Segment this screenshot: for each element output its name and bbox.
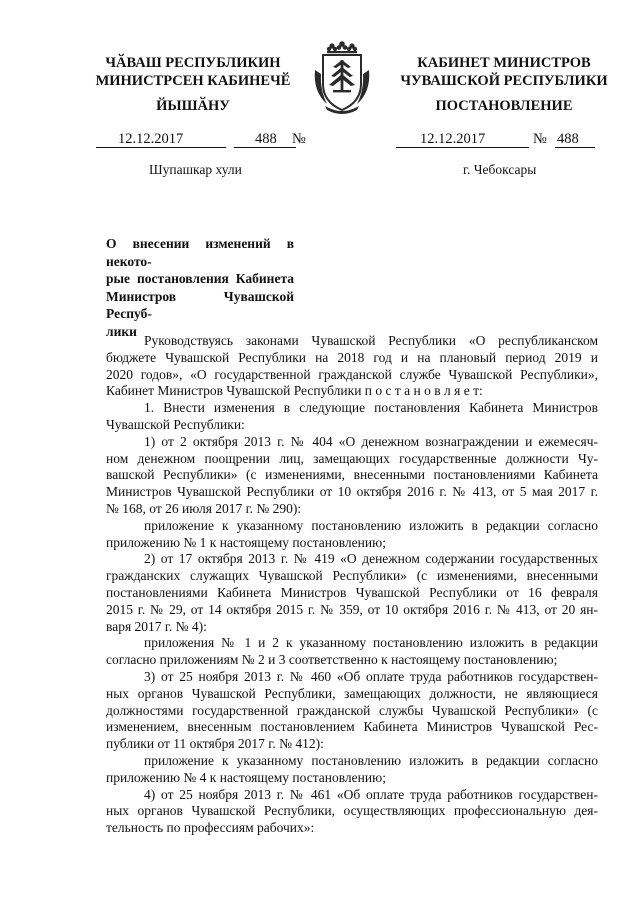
body-line: 2020 годов», «О государственной гражданской службе Чувашской Республики», (106, 366, 598, 382)
requisites-left (96, 131, 311, 147)
body-line: 3) от 25 ноября 2013 г. № 460 «Об оплате труда работников государствен- (144, 668, 598, 684)
body-line: вашской Республики» (с изменениями, внесенными постановлениями Кабинета (106, 467, 598, 483)
place-left: Шупашкар хули (149, 162, 242, 177)
place-right: г. Чебоксары (463, 162, 537, 177)
right-number-underline (555, 147, 595, 148)
body-line: 2) от 17 октября 2013 г. № 419 «О денежном содержании государственных (144, 551, 598, 567)
title-line: О внесении изменений в некото- (106, 236, 294, 269)
body-line: Министров Чувашской Республики от 10 октября 2016 г. № 413, от 5 мая 2017 г. (106, 484, 598, 500)
body-line: 1. Внести изменения в следующие постановления Кабинета Министров (144, 400, 598, 416)
body-line: постановлениями Кабинета Министров Чувашской Республики от 16 февраля (106, 584, 598, 600)
left-number: 488 (255, 131, 277, 147)
header-left-chuvash (86, 54, 300, 90)
title-line: лики (106, 323, 137, 339)
left-date: 12.12.2017 (118, 131, 184, 147)
left-number-sign: № (292, 131, 306, 147)
document-title (106, 235, 294, 340)
header-right-russian (384, 54, 624, 90)
left-number-underline (234, 147, 296, 148)
title-line: Министров Чувашской Респуб- (106, 288, 294, 321)
body-line: варя 2017 г. № 4): (106, 618, 207, 634)
body-line: согласно приложениям № 2 и 3 соответственно к настоящему постановлению; (106, 652, 558, 668)
right-date-underline (396, 147, 529, 148)
body-line: Кабинет Министров Чувашской Республики п о с т а н о в л я е т: (106, 383, 483, 399)
header-right-line2: ЧУВАШСКОЙ РЕСПУБЛИКИ (400, 73, 608, 89)
doctype-left: ЙЫШӐНУ (156, 98, 230, 114)
body-line: гражданских служащих Чувашской Республики» (с изменениями, внесенными (106, 568, 598, 584)
doctype-right: ПОСТАНОВЛЕНИЕ (435, 98, 573, 114)
right-number: 488 (557, 131, 579, 147)
left-date-underline (96, 147, 226, 148)
coat-of-arms-emblem (311, 40, 373, 116)
body-line: изменением, внесенным постановлением Кабинета Министров Чувашской Рес- (106, 719, 598, 735)
body-line: ных органов Чувашской Республики, осуществляющих профессиональную дея- (106, 803, 598, 819)
body-line: приложения № 1 и 2 к указанному постановлению изложить в редакции (144, 635, 598, 651)
header-right-line1: КАБИНЕТ МИНИСТРОВ (417, 55, 591, 71)
body-line: ных органов Чувашской Республики, замещающих должности, не являющиеся (106, 685, 598, 701)
right-number-sign: № (533, 131, 547, 147)
body-line: 2015 г. № 29, от 14 октября 2015 г. № 359, от 10 октября 2016 г. № 413, от 20 ян- (106, 601, 598, 617)
body-line: ном денежном поощрении лиц, замещающих государственные должности Чу- (106, 450, 598, 466)
body-line: Руководствуясь законами Чувашской Республики «О республиканском (144, 333, 598, 348)
body-line: приложению № 4 к настоящему постановлению; (106, 769, 386, 785)
body-line: тельность по профессиям рабочих»: (106, 820, 315, 836)
body-line: должностями государственной гражданской службы Чувашской Республики» (с (106, 702, 598, 718)
header-left-line2: МИНИСТРСЕН КАБИНЕЧӖ (95, 73, 291, 89)
body-line: приложению № 1 к настоящему постановлению; (106, 534, 386, 550)
body-line: № 168, от 26 июля 2017 г. № 290): (106, 500, 302, 516)
right-date: 12.12.2017 (420, 131, 486, 147)
body-line: публики от 11 октября 2017 г. № 412): (106, 736, 324, 752)
body-line: приложение к указанному постановлению изложить в редакции согласно (144, 517, 598, 533)
body-line: бюджете Чувашской Республики на 2018 год и на плановый период 2019 и (106, 349, 598, 365)
body-line: приложение к указанному постановлению изложить в редакции согласно (144, 752, 598, 768)
requisites-right (396, 131, 611, 147)
title-line: рые постановления Кабинета (106, 271, 294, 286)
body-line: 1) от 2 октября 2013 г. № 404 «О денежном вознаграждении и ежемесяч- (144, 433, 598, 449)
document-body (106, 333, 598, 837)
header-left-line1: ЧӐВАШ РЕСПУБЛИКИН (105, 55, 281, 71)
body-line: Чувашской Республики: (106, 416, 245, 432)
body-line: 4) от 25 ноября 2013 г. № 461 «Об оплате труда работников государствен- (144, 786, 598, 802)
